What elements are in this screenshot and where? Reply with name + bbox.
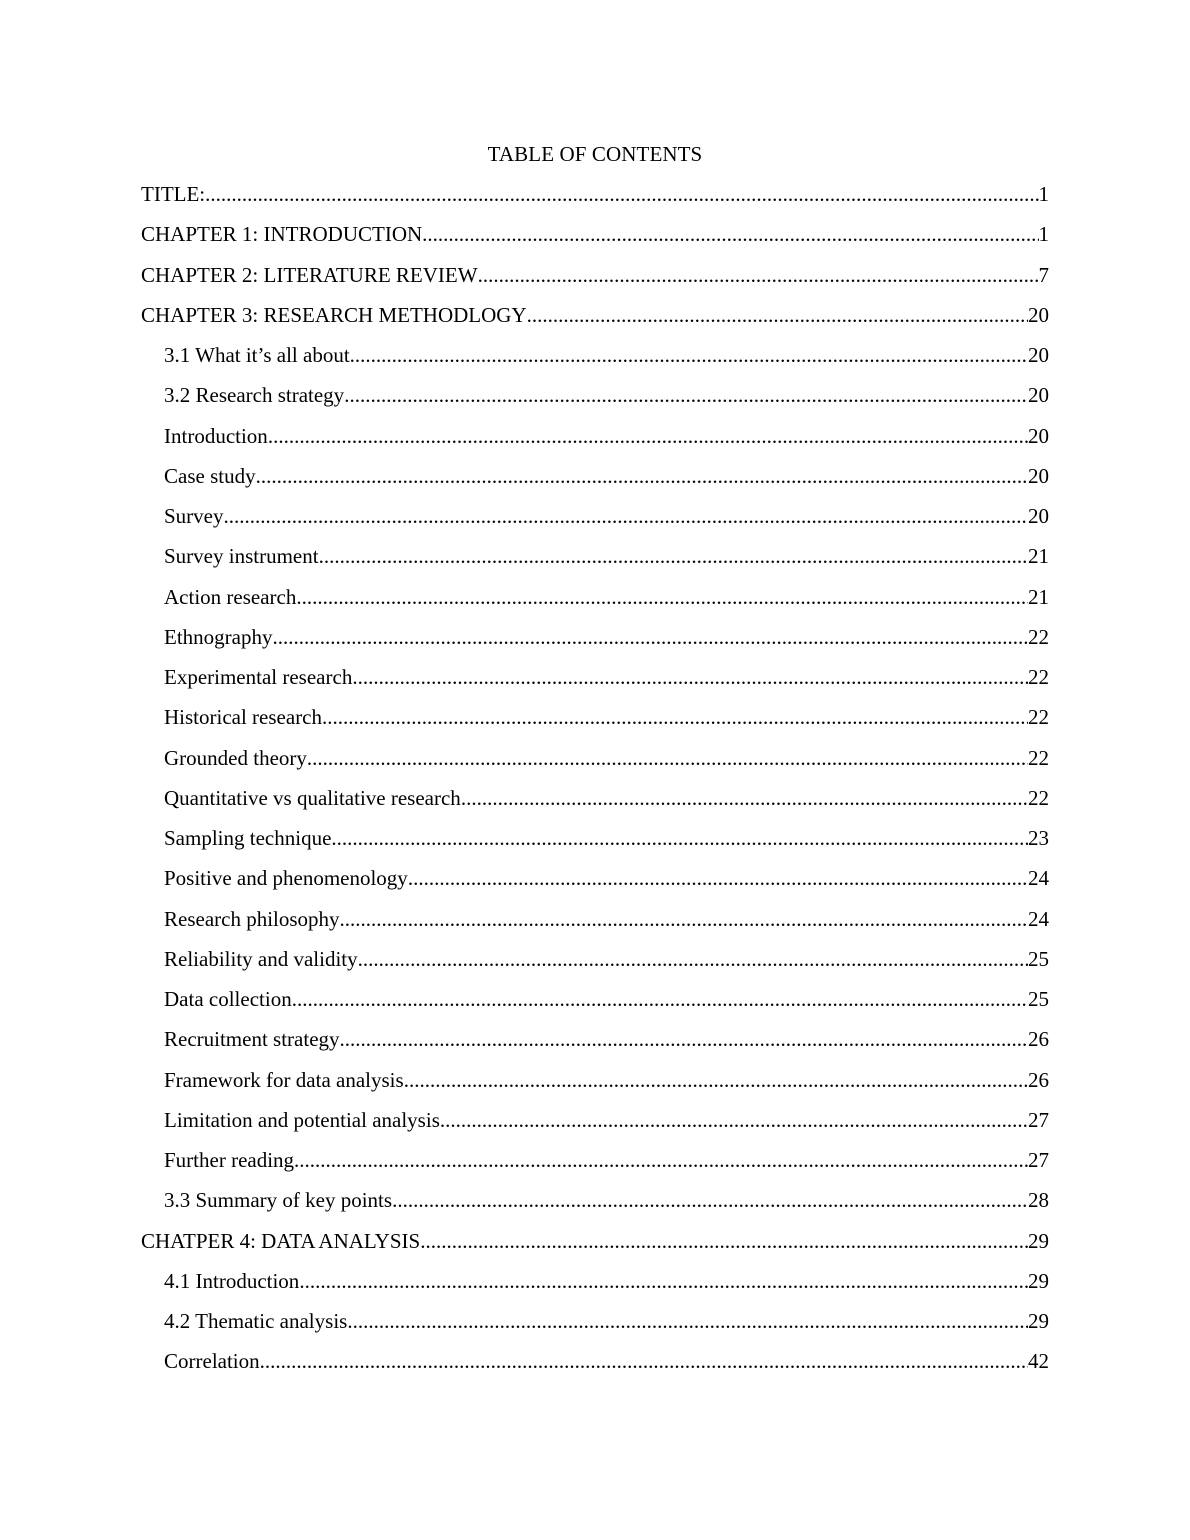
toc-entry-page-number: 26 — [1028, 1027, 1049, 1052]
toc-entry-row — [164, 785, 1049, 811]
toc-entry-row — [164, 1308, 1049, 1334]
toc-entry-label: Survey instrument — [164, 544, 319, 569]
toc-entry-row — [164, 1268, 1049, 1294]
dot-leader — [292, 986, 1028, 1012]
dot-leader — [331, 825, 1028, 851]
table-of-contents — [141, 181, 1049, 1389]
toc-entry[interactable] — [141, 1228, 1049, 1268]
toc-entry[interactable] — [141, 181, 1049, 221]
toc-entry[interactable] — [141, 704, 1049, 744]
toc-entry-row — [164, 704, 1049, 730]
toc-entry-label: 3.1 What it’s all about — [164, 343, 350, 367]
toc-entry-page-number: 21 — [1028, 544, 1049, 569]
dot-leader — [352, 664, 1028, 690]
toc-entry-label: Historical research — [164, 705, 323, 730]
toc-entry-label: TITLE: — [141, 182, 206, 206]
toc-entry-label: Ethnography — [164, 624, 273, 649]
toc-entry-row — [164, 946, 1049, 972]
toc-entry-row — [164, 986, 1049, 1012]
toc-entry[interactable] — [141, 1067, 1049, 1107]
dot-leader — [272, 624, 1028, 650]
toc-entry-page-number: 22 — [1028, 665, 1049, 689]
toc-entry-row — [164, 906, 1049, 932]
toc-entry-label: 4.2 Thematic analysis — [164, 1309, 348, 1333]
toc-entry-row — [164, 1147, 1049, 1173]
toc-entry[interactable] — [141, 342, 1049, 382]
toc-entry[interactable] — [141, 785, 1049, 825]
dot-leader — [322, 704, 1028, 730]
toc-entry[interactable] — [141, 624, 1049, 664]
toc-entry-row — [164, 1187, 1049, 1213]
toc-entry-row — [164, 865, 1049, 891]
toc-entry-label: Limitation and potential analysis — [164, 1107, 440, 1132]
dot-leader — [344, 382, 1028, 408]
dot-leader — [478, 262, 1039, 288]
toc-entry-label: Data collection — [164, 987, 292, 1011]
dot-leader — [268, 423, 1028, 449]
toc-entry-row — [164, 664, 1049, 690]
toc-entry[interactable] — [141, 1026, 1049, 1066]
dot-leader — [340, 906, 1028, 932]
toc-entry[interactable] — [141, 382, 1049, 422]
toc-entry-page-number: 24 — [1028, 866, 1049, 891]
toc-entry-page-number: 20 — [1028, 463, 1049, 488]
toc-entry-label: Action research — [164, 584, 297, 609]
dot-leader — [256, 463, 1028, 489]
toc-entry[interactable] — [141, 423, 1049, 463]
toc-entry-row — [141, 221, 1049, 247]
toc-entry-page-number: 29 — [1028, 1268, 1049, 1293]
toc-entry-label: 3.2 Research strategy — [164, 383, 345, 408]
toc-entry[interactable] — [141, 584, 1049, 624]
toc-entry-label: Survey — [164, 504, 224, 528]
dot-leader — [420, 1228, 1028, 1254]
dot-leader — [461, 785, 1028, 811]
toc-entry-label: Sampling technique — [164, 826, 332, 850]
toc-entry[interactable] — [141, 503, 1049, 543]
toc-entry-page-number: 20 — [1028, 343, 1049, 367]
dot-leader — [358, 946, 1028, 972]
toc-entry-label: Further reading — [164, 1148, 295, 1172]
toc-entry[interactable] — [141, 262, 1049, 302]
toc-entry-page-number: 27 — [1028, 1107, 1049, 1132]
toc-entry-row — [164, 624, 1049, 650]
toc-entry[interactable] — [141, 543, 1049, 583]
dot-leader — [319, 543, 1028, 569]
toc-entry-page-number: 20 — [1028, 504, 1049, 528]
toc-entry-page-number: 20 — [1028, 302, 1049, 327]
toc-entry[interactable] — [141, 1348, 1049, 1388]
dot-leader — [340, 1026, 1028, 1052]
toc-entry-label: Grounded theory — [164, 745, 307, 770]
toc-entry-label: Correlation — [164, 1349, 260, 1374]
toc-entry-page-number: 22 — [1028, 745, 1049, 770]
dot-leader — [527, 302, 1028, 328]
dot-leader — [307, 745, 1028, 771]
toc-entry-row — [164, 1067, 1049, 1093]
toc-entry[interactable] — [141, 221, 1049, 261]
toc-entry-row — [164, 1107, 1049, 1133]
toc-entry[interactable] — [141, 1308, 1049, 1348]
toc-entry-page-number: 22 — [1028, 624, 1049, 649]
toc-entry-row — [164, 423, 1049, 449]
toc-entry[interactable] — [141, 825, 1049, 865]
page-title: TABLE OF CONTENTS — [487, 142, 703, 166]
toc-entry-page-number: 25 — [1028, 946, 1049, 971]
toc-entry-label: 4.1 Introduction — [164, 1268, 300, 1293]
toc-entry-label: 3.3 Summary of key points — [164, 1188, 393, 1213]
toc-entry-row — [164, 1348, 1049, 1374]
toc-entry-row — [164, 745, 1049, 771]
toc-entry-label: CHAPTER 3: RESEARCH METHODLOGY — [141, 302, 527, 327]
toc-entry[interactable] — [141, 1107, 1049, 1147]
toc-entry-label: Quantitative vs qualitative research — [164, 785, 461, 810]
toc-entry-page-number: 29 — [1028, 1228, 1049, 1253]
toc-entry-label: Case study — [164, 463, 256, 488]
dot-leader — [205, 181, 1038, 207]
toc-entry-page-number: 20 — [1028, 423, 1049, 448]
toc-entry-label: Recruitment strategy — [164, 1027, 340, 1052]
toc-entry-label: CHAPTER 1: INTRODUCTION — [141, 222, 423, 247]
toc-entry-page-number: 1 — [1038, 222, 1049, 247]
toc-entry-page-number: 23 — [1028, 826, 1049, 850]
toc-entry-label: Reliability and validity — [164, 946, 358, 971]
dot-leader — [299, 1268, 1028, 1294]
toc-entry-row — [164, 543, 1049, 569]
toc-entry-row — [141, 262, 1049, 288]
toc-entry-page-number: 7 — [1038, 262, 1049, 287]
toc-entry[interactable] — [141, 745, 1049, 785]
dot-leader — [224, 503, 1029, 529]
toc-entry-row — [164, 382, 1049, 408]
toc-entry-row — [164, 342, 1049, 368]
toc-entry-row — [141, 181, 1049, 207]
toc-entry-label: Framework for data analysis — [164, 1067, 404, 1092]
toc-entry-page-number: 22 — [1028, 785, 1049, 810]
toc-entry[interactable] — [141, 463, 1049, 503]
toc-entry-row — [164, 503, 1049, 529]
toc-entry-page-number: 24 — [1028, 906, 1049, 931]
dot-leader — [294, 1147, 1028, 1173]
toc-entry[interactable] — [141, 986, 1049, 1026]
toc-entry[interactable] — [141, 1268, 1049, 1308]
toc-entry-row — [164, 825, 1049, 851]
toc-entry-row — [164, 584, 1049, 610]
toc-entry-page-number: 42 — [1028, 1349, 1049, 1374]
toc-entry-row — [164, 1026, 1049, 1052]
toc-entry-page-number: 20 — [1028, 383, 1049, 408]
toc-entry-page-number: 26 — [1028, 1067, 1049, 1092]
dot-leader — [296, 584, 1028, 610]
toc-entry-row — [141, 302, 1049, 328]
toc-entry-page-number: 28 — [1028, 1188, 1049, 1213]
toc-entry-label: CHAPTER 2: LITERATURE REVIEW — [141, 262, 478, 287]
dot-leader — [350, 342, 1028, 368]
dot-leader — [392, 1187, 1028, 1213]
toc-entry[interactable] — [141, 664, 1049, 704]
toc-entry-row — [164, 463, 1049, 489]
toc-entry[interactable] — [141, 1187, 1049, 1227]
toc-entry-label: CHATPER 4: DATA ANALYSIS — [141, 1228, 421, 1253]
toc-entry[interactable] — [141, 865, 1049, 905]
toc-entry-page-number: 25 — [1028, 987, 1049, 1011]
dot-leader — [404, 1067, 1028, 1093]
dot-leader — [260, 1348, 1028, 1374]
toc-entry-label: Experimental research — [164, 665, 353, 689]
dot-leader — [440, 1107, 1028, 1133]
dot-leader — [408, 865, 1028, 891]
toc-entry-row — [141, 1228, 1049, 1254]
toc-entry-label: Research philosophy — [164, 906, 340, 931]
dot-leader — [347, 1308, 1028, 1334]
toc-entry[interactable] — [141, 302, 1049, 342]
toc-entry[interactable] — [141, 946, 1049, 986]
dot-leader — [422, 221, 1038, 247]
toc-entry-page-number: 1 — [1038, 182, 1049, 206]
toc-entry[interactable] — [141, 906, 1049, 946]
toc-entry-page-number: 22 — [1028, 705, 1049, 730]
toc-entry[interactable] — [141, 1147, 1049, 1187]
toc-entry-label: Positive and phenomenology — [164, 866, 408, 891]
toc-entry-page-number: 27 — [1028, 1148, 1049, 1172]
toc-entry-label: Introduction — [164, 423, 268, 448]
toc-entry-page-number: 21 — [1028, 584, 1049, 609]
toc-entry-page-number: 29 — [1028, 1309, 1049, 1333]
